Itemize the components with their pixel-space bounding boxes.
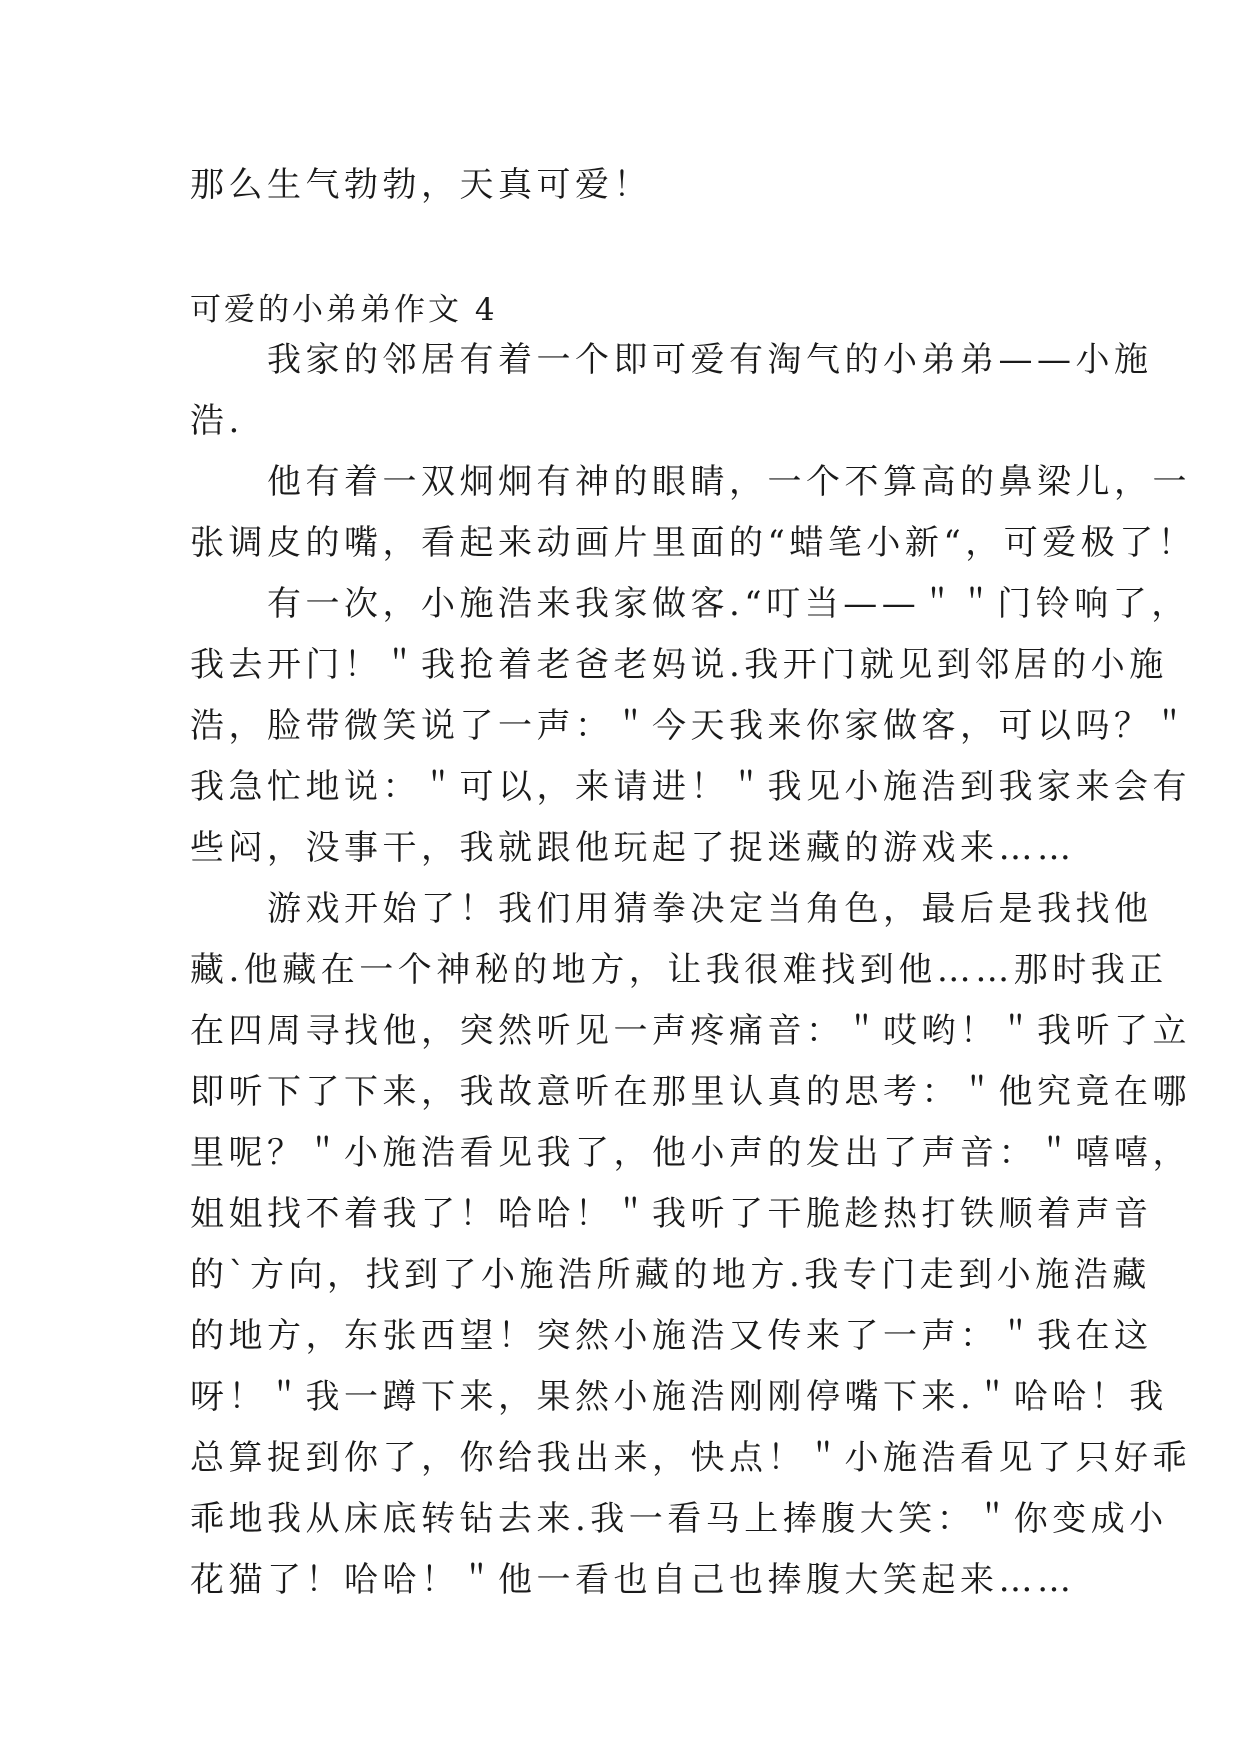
text-line: 我家的邻居有着一个即可爱有淘气的小弟弟——小施 [190, 340, 1153, 380]
continued-paragraph-line: 那么生气勃勃，天真可爱！ [190, 165, 652, 205]
text-line: 游戏开始了！我们用猜拳决定当角色，最后是我找他 [190, 889, 1153, 929]
essay-body [190, 330, 1197, 1611]
text-line: 即听下了下来，我故意听在那里认真的思考：＂他究竟在哪 [190, 1072, 1191, 1112]
text-line: 我去开门！＂我抢着老爸老妈说.我开门就见到邻居的小施 [190, 645, 1168, 685]
text-line: 里呢？＂小施浩看见我了，他小声的发出了声音：＂嘻嘻， [190, 1133, 1191, 1173]
text-line: 浩，脸带微笑说了一声：＂今天我来你家做客，可以吗？＂ [190, 706, 1191, 746]
text-line: 藏.他藏在一个神秘的地方，让我很难找到他……那时我正 [190, 950, 1168, 990]
text-line: 乖地我从床底转钻去来.我一看马上捧腹大笑：＂你变成小 [190, 1499, 1168, 1539]
text-line: 在四周寻找他，突然听见一声疼痛音：＂哎哟！＂我听了立 [190, 1011, 1191, 1051]
text-line: 浩. [190, 401, 244, 441]
text-line: 些闷，没事干，我就跟他玩起了捉迷藏的游戏来…… [190, 828, 1076, 868]
text-line: 的地方，东张西望！突然小施浩又传来了一声：＂我在这 [190, 1316, 1153, 1356]
text-line: 呀！＂我一蹲下来，果然小施浩刚刚停嘴下来.＂哈哈！我 [190, 1377, 1168, 1417]
text-line: 有一次，小施浩来我家做客.“叮当——＂＂门铃响了， [190, 584, 1190, 624]
text-line: 的`方向，找到了小施浩所藏的地方.我专门走到小施浩藏 [190, 1255, 1151, 1295]
text-line: 总算捉到你了，你给我出来，快点！＂小施浩看见了只好乖 [190, 1438, 1191, 1478]
text-line: 他有着一双炯炯有神的眼睛，一个不算高的鼻梁儿，一 [190, 462, 1191, 502]
section-title: 可爱的小弟弟作文 4 [190, 292, 498, 328]
text-line: 花猫了！哈哈！＂他一看也自己也捧腹大笑起来…… [190, 1560, 1076, 1600]
text-line: 我急忙地说：＂可以，来请进！＂我见小施浩到我家来会有 [190, 767, 1191, 807]
text-line: 张调皮的嘴，看起来动画片里面的“蜡笔小新“，可爱极了！ [190, 523, 1197, 563]
text-line: 姐姐找不着我了！哈哈！＂我听了干脆趁热打铁顺着声音 [190, 1194, 1153, 1234]
